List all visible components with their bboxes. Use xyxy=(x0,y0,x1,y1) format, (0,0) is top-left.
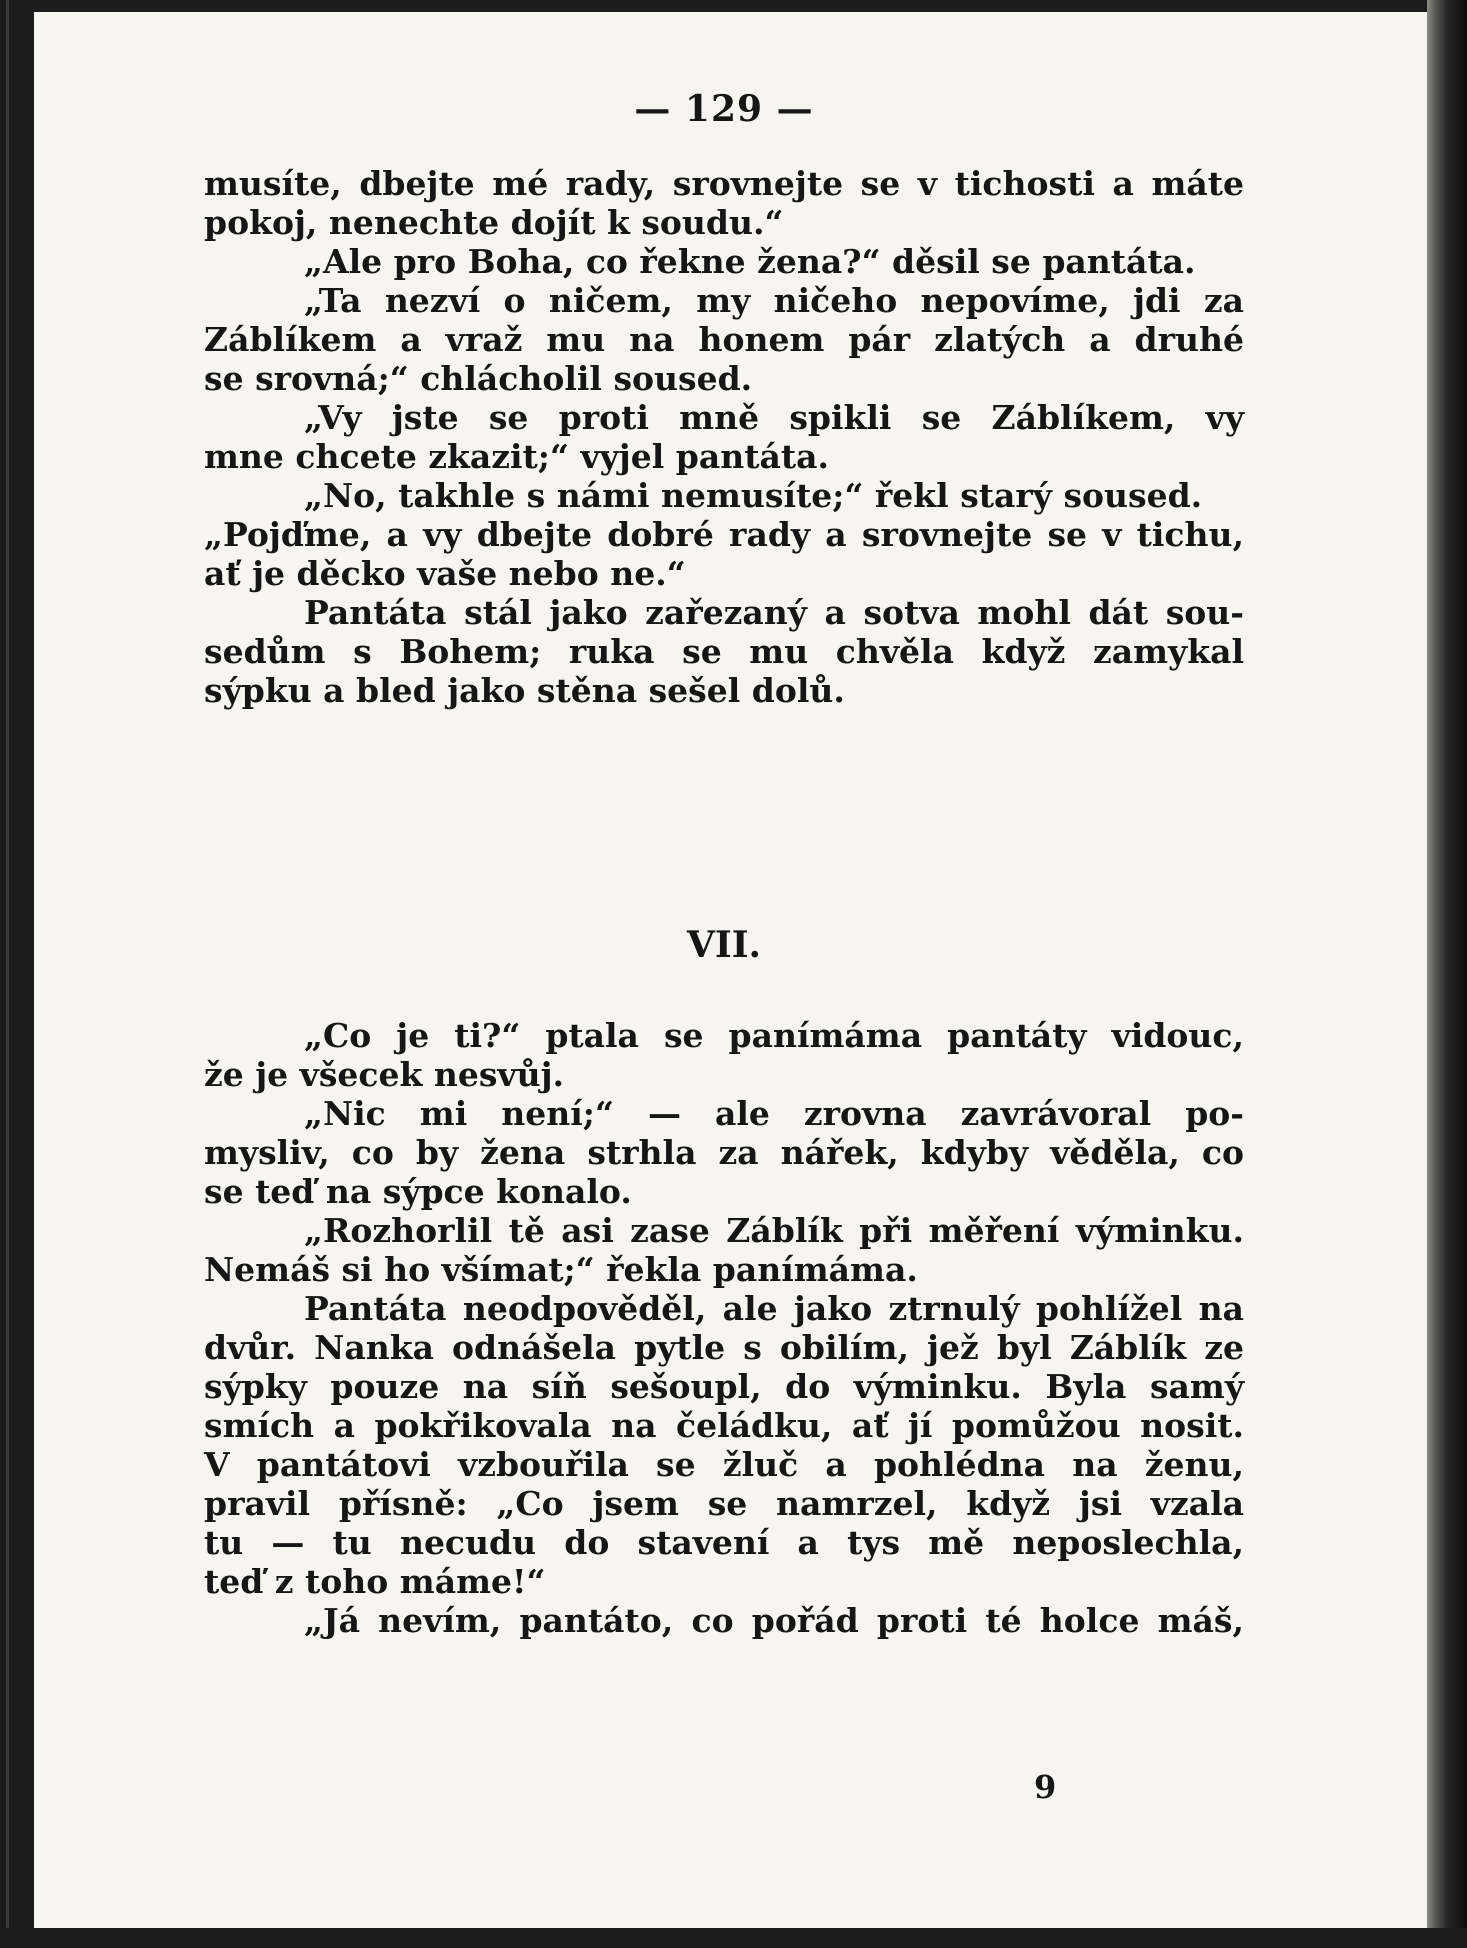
text-line-8: mne chcete zkazit;“ vyjel pantáta. xyxy=(204,437,829,476)
chapter-heading: VII. xyxy=(686,924,762,966)
text-line-28: tu — tu necudu do stavení a tys mě neposlechla, xyxy=(204,1523,1244,1562)
text-line-12: Pantáta stál jako zařezaný a sotva mohl dát sou- xyxy=(304,593,1244,632)
text-line-1: musíte, dbejte mé rady, srovnejte se v tichosti a máte xyxy=(204,164,1244,203)
text-line-24: sýpky pouze na síň sešoupl, do výminku. Byla samý xyxy=(204,1367,1244,1406)
signature-mark: 9 xyxy=(1034,1768,1057,1806)
text-line-18: mysliv, co by žena strhla za nářek, kdyby věděla, co xyxy=(204,1133,1244,1172)
text-line-6: se srovná;“ chlácholil soused. xyxy=(204,359,753,398)
text-line-30: „Já nevím, pantáto, co pořád proti té holce máš, xyxy=(304,1601,1244,1640)
text-line-22: Pantáta neodpověděl, ale jako ztrnulý pohlížel na xyxy=(304,1289,1244,1328)
text-line-19: se teď na sýpce konalo. xyxy=(204,1172,632,1211)
text-line-17: „Nic mi není;“ — ale zrovna zavrávoral po- xyxy=(304,1094,1244,1133)
scan-left-edge xyxy=(0,0,34,1948)
text-line-16: že je všecek nesvůj. xyxy=(204,1055,565,1094)
text-line-27: pravil přísně: „Co jsem se namrzel, když jsi vzala xyxy=(204,1484,1244,1523)
text-line-3: „Ale pro Boha, co řekne žena?“ děsil se pantáta. xyxy=(304,242,1196,281)
text-line-20: „Rozhorlil tě asi zase Záblík při měření výminku. xyxy=(304,1211,1244,1250)
text-line-29: teď z toho máme!“ xyxy=(204,1562,546,1601)
text-line-5: Záblíkem a vraž mu na honem pár zlatých a druhé xyxy=(204,320,1244,359)
scan-bottom-edge xyxy=(0,1928,1467,1948)
text-line-9: „No, takhle s námi nemusíte;“ řekl starý soused. xyxy=(304,476,1203,515)
text-line-26: V pantátovi vzbouřila se žluč a pohlédna na ženu, xyxy=(204,1445,1244,1484)
text-line-2: pokoj, nenechte dojít k soudu.“ xyxy=(204,203,784,242)
text-line-4: „Ta nezví o ničem, my ničeho nepovíme, jdi za xyxy=(304,281,1244,320)
text-line-15: „Co je ti?“ ptala se panímáma pantáty vidouc, xyxy=(304,1016,1244,1055)
text-line-25: smích a pokřikovala na čeládku, ať jí pomůžou nosit. xyxy=(204,1406,1244,1445)
book-page xyxy=(34,12,1446,1930)
text-line-10: „Pojďme, a vy dbejte dobré rady a srovnejte se v tichu, xyxy=(204,515,1244,554)
text-line-11: ať je děcko vaše nebo ne.“ xyxy=(204,554,686,593)
text-line-14: sýpku a bled jako stěna sešel dolů. xyxy=(204,671,845,710)
scan-right-edge xyxy=(1427,0,1467,1948)
text-line-21: Nemáš si ho všímat;“ řekla panímáma. xyxy=(204,1250,918,1289)
text-line-7: „Vy jste se proti mně spikli se Záblíkem, vy xyxy=(304,398,1244,437)
text-line-13: sedům s Bohem; ruka se mu chvěla když zamykal xyxy=(204,632,1244,671)
page-number: — 129 — xyxy=(634,88,814,130)
text-line-23: dvůr. Nanka odnášela pytle s obilím, jež byl Záblík ze xyxy=(204,1328,1244,1367)
